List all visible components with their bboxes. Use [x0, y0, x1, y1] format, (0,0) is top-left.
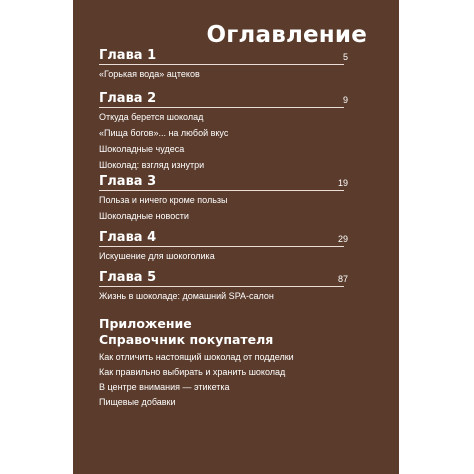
toc-entry: Шоколадные чудеса [99, 144, 185, 154]
chapter-heading [99, 172, 348, 191]
toc-entry: Шоколадные новости [99, 211, 189, 221]
toc-entry: Как отличить настоящий шоколад от подделки [99, 352, 294, 362]
chapter-items [99, 194, 344, 223]
chapter-items [99, 290, 344, 303]
chapter-heading [99, 89, 348, 108]
toc-entry: Откуда берется шоколад [99, 112, 204, 122]
chapter-page-number: 87 [337, 274, 348, 284]
chapter-page-number: 9 [342, 95, 348, 105]
toc-entry: Жизнь в шоколаде: домашний SPA-салон [99, 291, 274, 301]
chapter-2 [99, 89, 348, 172]
toc-entry: «Горькая вода» ацтеков [99, 69, 200, 79]
appendix-section [99, 316, 369, 409]
chapter-heading [99, 46, 348, 65]
toc-page [73, 0, 399, 474]
chapter-4 [99, 228, 348, 263]
appendix-subtitle: Справочник покупателя [99, 332, 274, 347]
chapter-page-number: 29 [337, 234, 348, 244]
chapter-label: Глава 5 [99, 270, 157, 285]
chapter-5 [99, 268, 348, 303]
toc-entry: Искушение для шокоголика [99, 251, 215, 261]
chapter-items [99, 68, 344, 81]
toc-entry: В центре внимания — этикетка [99, 382, 230, 392]
chapter-items [99, 250, 344, 263]
chapter-label: Глава 2 [99, 91, 157, 106]
chapter-page-number: 19 [337, 178, 348, 188]
toc-entry: «Пища богов»... на любой вкус [99, 128, 229, 138]
chapter-label: Глава 3 [99, 174, 157, 189]
toc-entry: Шоколад: взгляд изнутри [99, 160, 205, 170]
chapter-label: Глава 4 [99, 230, 157, 245]
toc-entry: Пищевые добавки [99, 397, 176, 407]
appendix-title: Приложение [99, 316, 192, 331]
chapter-heading [99, 228, 348, 247]
toc-title: Оглавление [206, 22, 367, 48]
chapter-label: Глава 1 [99, 48, 157, 63]
toc-entry: Как правильно выбирать и хранить шоколад [99, 367, 286, 377]
toc-entry: Польза и ничего кроме пользы [99, 195, 228, 205]
chapter-1 [99, 46, 348, 81]
chapter-heading [99, 268, 348, 287]
chapter-items [99, 111, 344, 172]
appendix-items [99, 351, 369, 409]
chapter-3 [99, 172, 348, 223]
chapter-page-number: 5 [342, 52, 348, 62]
